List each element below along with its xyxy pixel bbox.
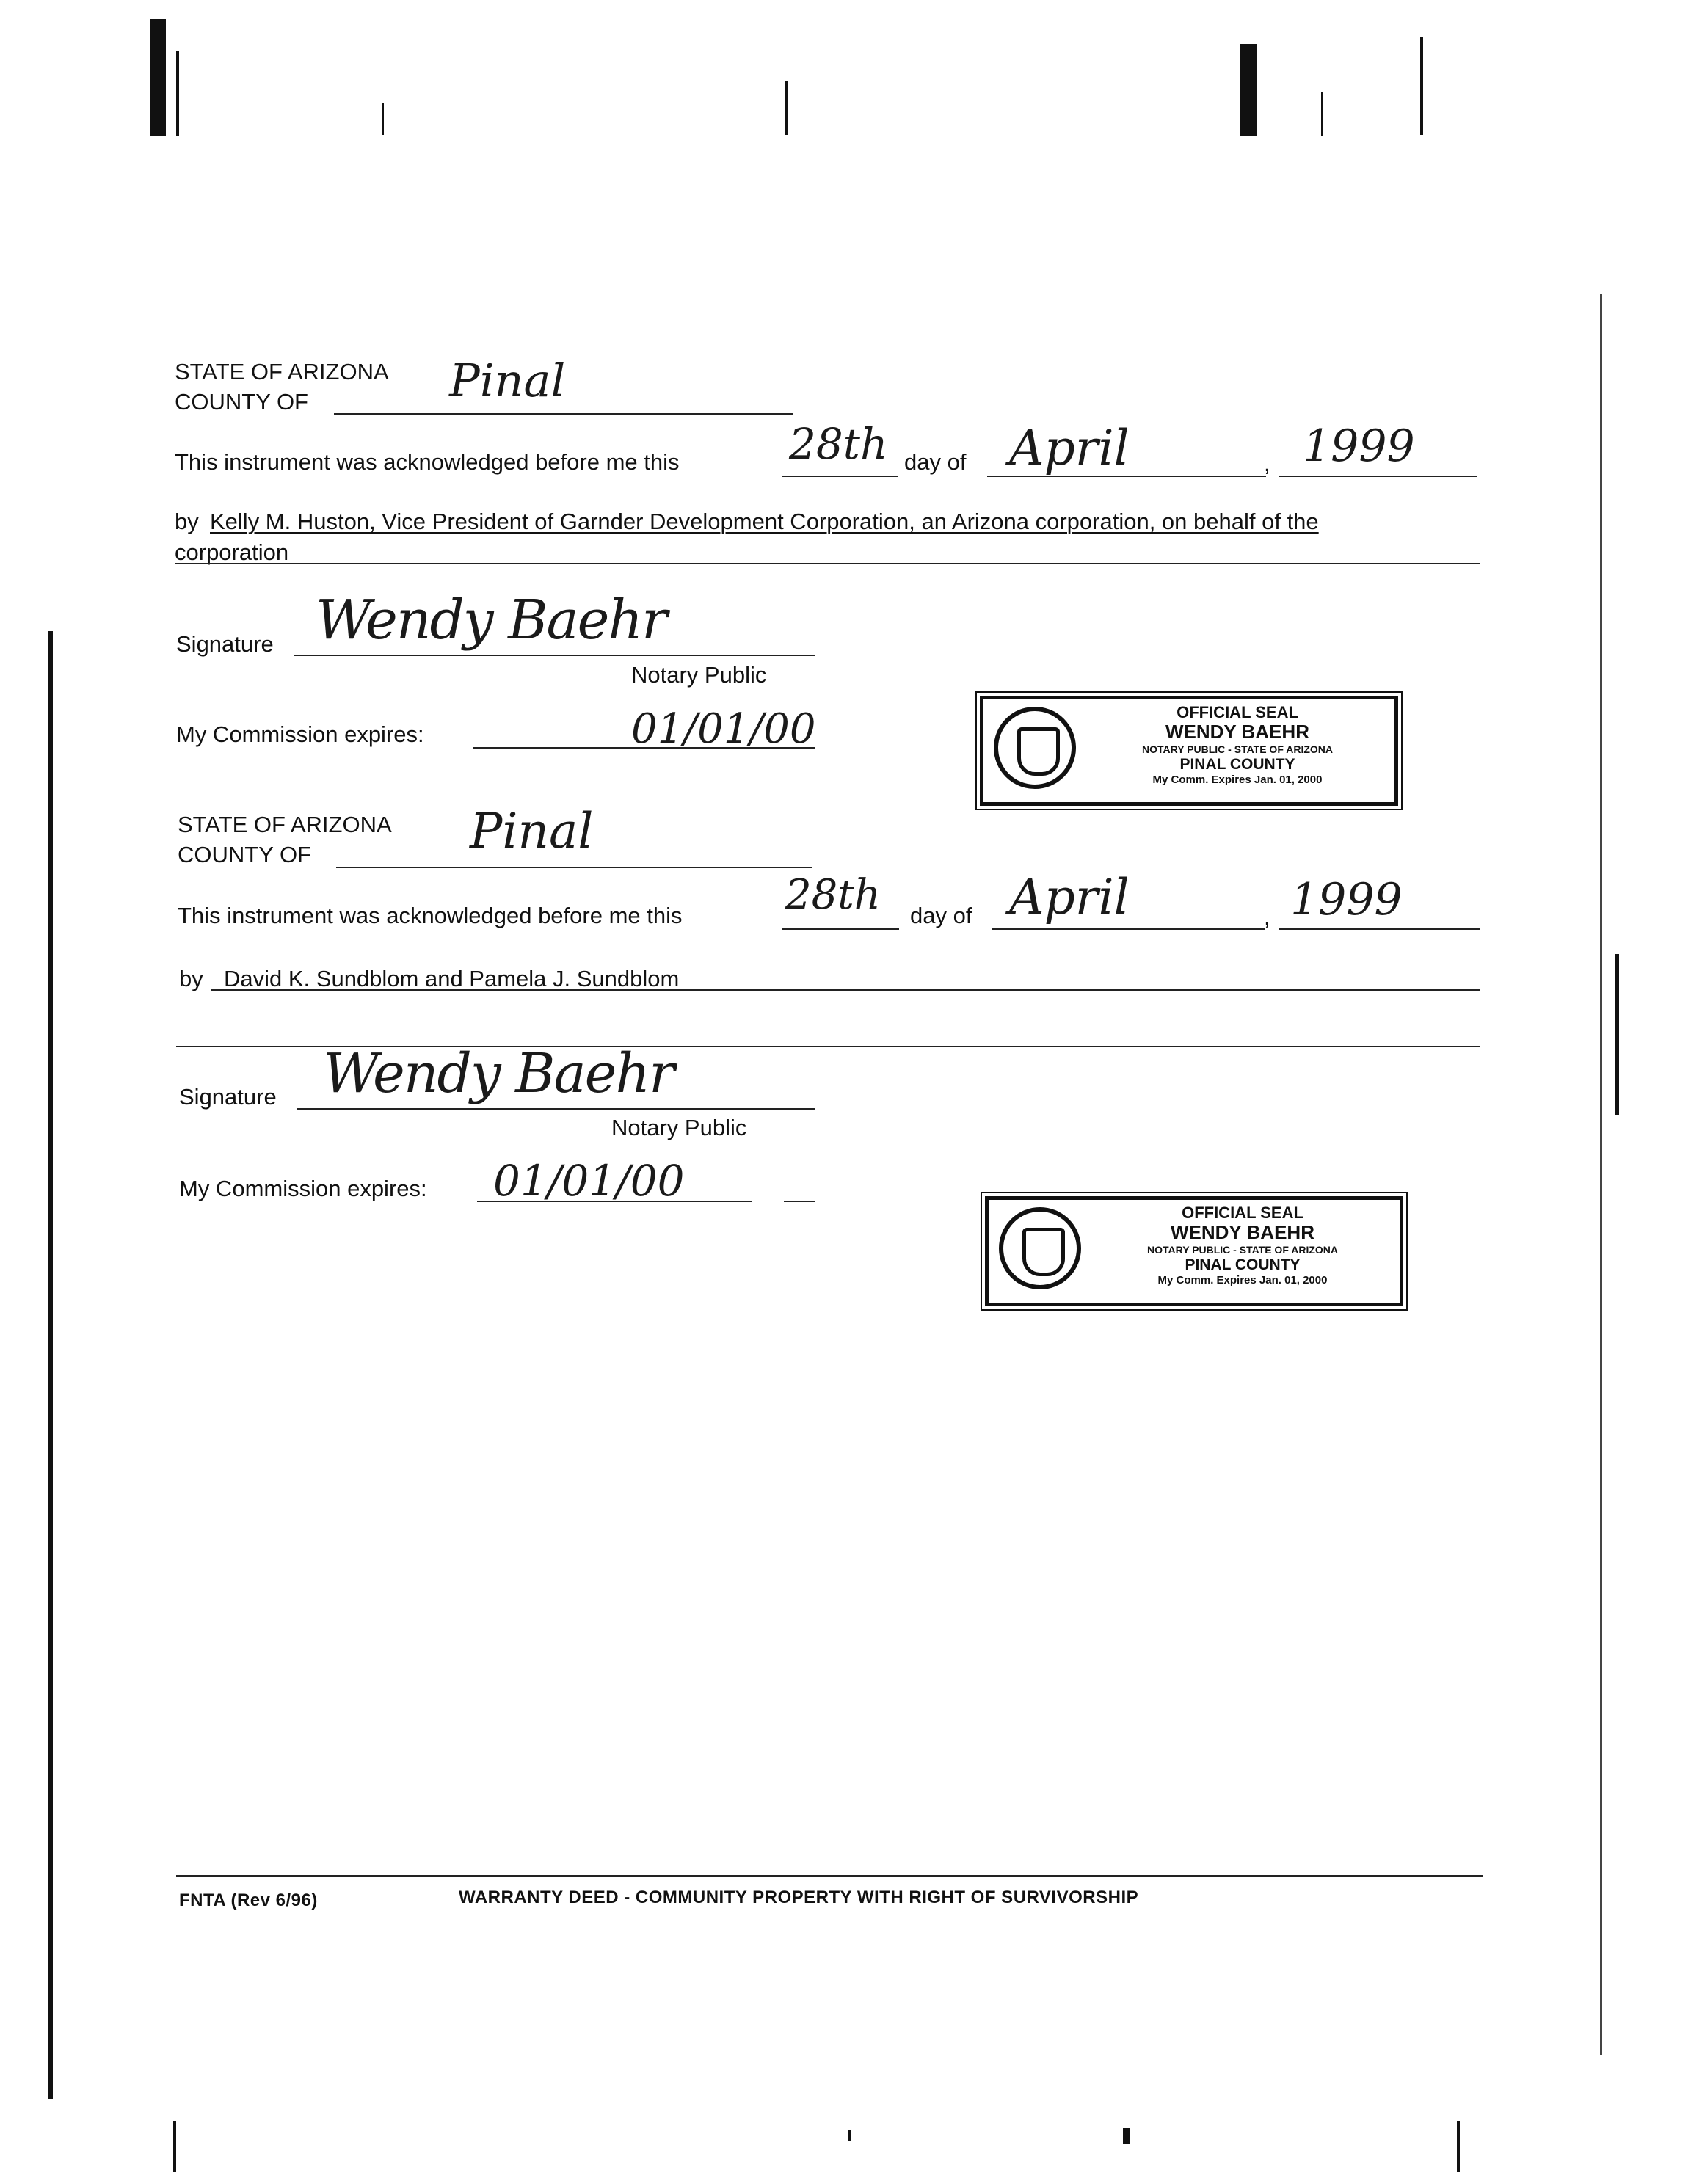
seal-expiration: My Comm. Expires Jan. 01, 2000 xyxy=(1157,1274,1328,1286)
state-label: STATE OF ARIZONA xyxy=(175,359,389,385)
by-text-line1: Kelly M. Huston, Vice President of Garnder Development Corporation, an Arizona corporation, on behalf of the xyxy=(210,509,1319,534)
scan-artifact-top-far-right xyxy=(1420,37,1423,135)
county-label: COUNTY OF xyxy=(178,842,311,867)
county-label: COUNTY OF xyxy=(175,389,308,415)
day-value-handwritten: 28th xyxy=(785,871,881,919)
scan-artifact-right-edge-2 xyxy=(1615,954,1619,1115)
acknowledged-text: This instrument was acknowledged before me this xyxy=(175,449,680,475)
commission-label: My Commission expires: xyxy=(179,1176,427,1201)
scan-artifact-top-right xyxy=(1240,44,1257,136)
scan-artifact-top-mid xyxy=(382,103,384,135)
seal-title: OFFICIAL SEAL xyxy=(1182,1204,1303,1222)
scan-artifact-bottom-right xyxy=(1123,2128,1130,2144)
scan-artifact-right-edge xyxy=(1600,294,1602,2055)
day-of-label: day of xyxy=(904,449,967,475)
state-label: STATE OF ARIZONA xyxy=(178,812,392,837)
signature-handwritten: Wendy Baehr xyxy=(323,1042,674,1105)
notary-seal-stamp xyxy=(980,696,1398,806)
year-value-handwritten: 1999 xyxy=(1290,874,1403,925)
county-value-handwritten: Pinal xyxy=(470,803,594,859)
state-seal-emblem-icon xyxy=(999,1207,1081,1289)
by-label: by xyxy=(175,509,199,534)
by-text-line1: David K. Sundblom and Pamela J. Sundblom xyxy=(224,966,680,991)
signature-line xyxy=(297,1108,815,1110)
seal-state-line: NOTARY PUBLIC - STATE OF ARIZONA xyxy=(1146,1244,1339,1256)
scan-artifact-left-edge xyxy=(48,631,53,2099)
county-line xyxy=(336,867,812,868)
seal-notary-name: WENDY BAEHR xyxy=(1171,1221,1314,1243)
scan-artifact-bottom-left xyxy=(173,2121,176,2172)
month-line xyxy=(992,928,1265,930)
notary-public-label: Notary Public xyxy=(611,1115,747,1140)
day-line xyxy=(782,476,898,477)
year-separator: , xyxy=(1264,904,1270,930)
signature-label: Signature xyxy=(179,1084,277,1110)
commission-label: My Commission expires: xyxy=(176,721,424,747)
scan-artifact-top-left xyxy=(150,19,166,136)
county-line xyxy=(334,413,793,415)
seal-title: OFFICIAL SEAL xyxy=(1177,703,1298,721)
seal-county: PINAL COUNTY xyxy=(1185,1256,1301,1273)
year-line xyxy=(1279,476,1477,477)
county-value-handwritten: Pinal xyxy=(449,354,566,407)
by-line2 xyxy=(175,563,1480,564)
seal-county: PINAL COUNTY xyxy=(1179,756,1295,773)
seal-state-line: NOTARY PUBLIC - STATE OF ARIZONA xyxy=(1141,743,1334,755)
state-seal-emblem-icon xyxy=(994,707,1076,789)
scan-artifact-top-center xyxy=(785,81,788,135)
scan-artifact-top-left-2 xyxy=(176,51,179,136)
footer-form-id: FNTA (Rev 6/96) xyxy=(179,1890,318,1910)
month-value-handwritten: April xyxy=(1009,420,1130,476)
seal-expiration: My Comm. Expires Jan. 01, 2000 xyxy=(1152,774,1323,786)
scan-artifact-top-right-2 xyxy=(1321,92,1323,136)
day-value-handwritten: 28th xyxy=(789,419,888,469)
acknowledged-text: This instrument was acknowledged before me this xyxy=(178,903,683,928)
scan-artifact-bottom-mid xyxy=(848,2130,851,2141)
month-value-handwritten: April xyxy=(1009,869,1130,925)
notary-seal-stamp xyxy=(985,1196,1403,1306)
footer-document-title: WARRANTY DEED - COMMUNITY PROPERTY WITH RIGHT OF SURVIVORSHIP xyxy=(459,1888,1139,1907)
seal-notary-name: WENDY BAEHR xyxy=(1165,721,1309,743)
signature-line xyxy=(294,655,815,656)
signature-label: Signature xyxy=(176,631,274,657)
year-separator: , xyxy=(1264,451,1270,476)
day-of-label: day of xyxy=(910,903,972,928)
scan-artifact-bottom-far-right xyxy=(1457,2121,1460,2172)
day-line xyxy=(782,928,899,930)
year-value-handwritten: 1999 xyxy=(1303,421,1415,472)
commission-line-end xyxy=(784,1201,815,1202)
year-line xyxy=(1279,928,1480,930)
by-line1 xyxy=(211,989,1480,991)
footer-rule xyxy=(176,1875,1483,1877)
signature-handwritten: Wendy Baehr xyxy=(316,589,666,652)
commission-value-handwritten: 01/01/00 xyxy=(631,705,816,753)
notary-public-label: Notary Public xyxy=(631,662,767,688)
commission-value-handwritten: 01/01/00 xyxy=(493,1156,685,1206)
by-text-line2: corporation xyxy=(175,539,289,565)
by-label: by xyxy=(179,966,203,991)
